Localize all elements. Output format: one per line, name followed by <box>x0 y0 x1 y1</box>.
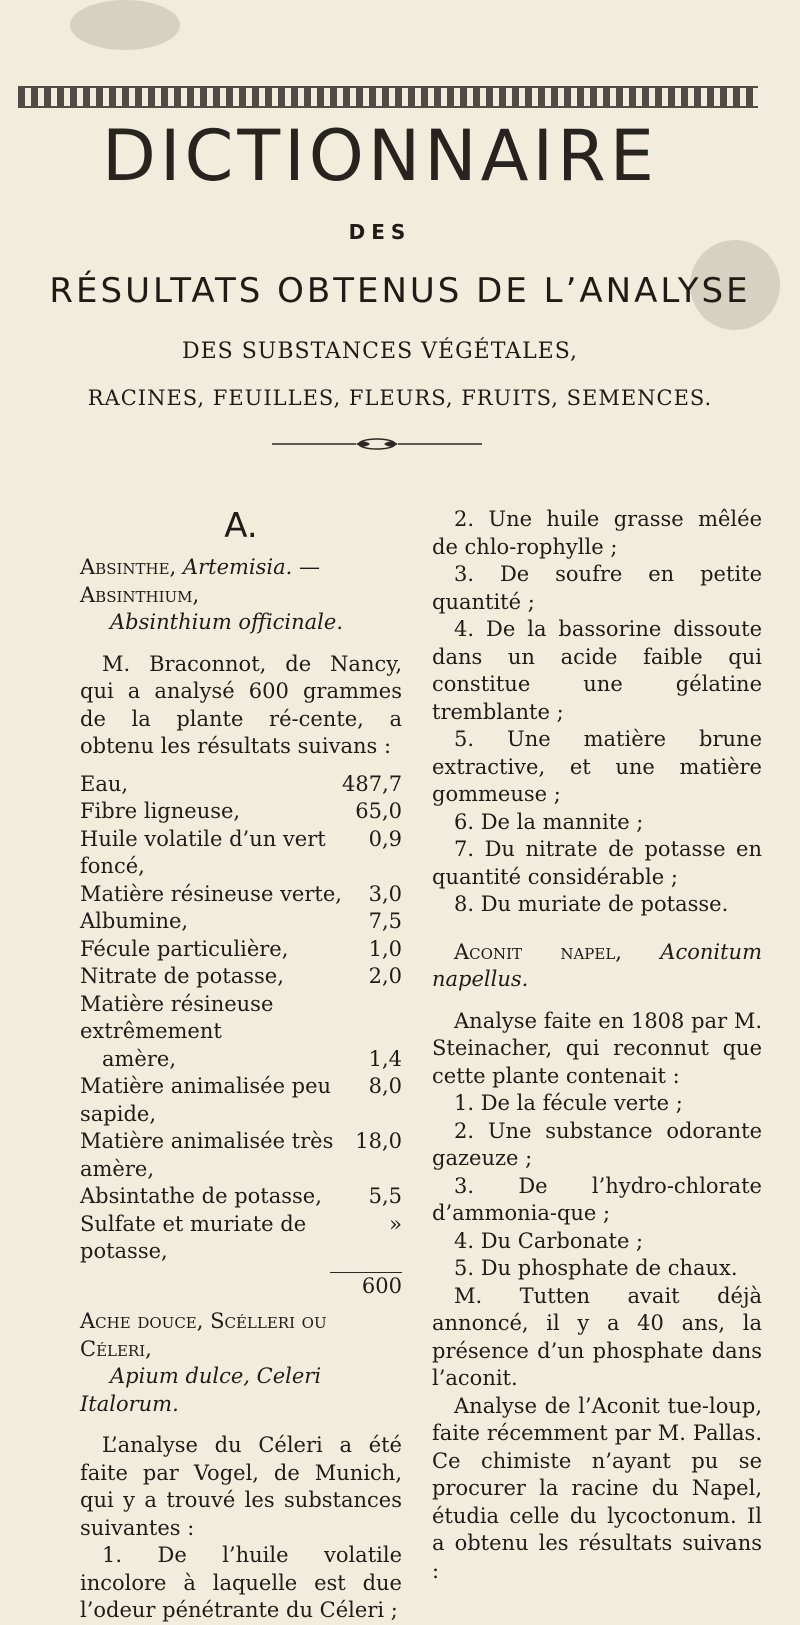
title-results: RÉSULTATS OBTENUS DE L’ANALYSE <box>49 271 751 311</box>
list-item: 8. Du muriate de potasse. <box>454 892 729 916</box>
table-row: Matière résineuse verte, 3,0 <box>80 881 402 906</box>
absinthe-intro: M. Braconnot, de Nancy, qui a analysé 600 grammes de la plante ré-cente, a obtenu les résultats suivans : <box>80 651 402 758</box>
entry-name: Aconit napel, <box>454 939 622 964</box>
entry-latin: Artemisia. <box>182 555 293 579</box>
aconit-intro: Analyse faite en 1808 par M. Steinacher, qui reconnut que cette plante contenait : <box>432 1008 762 1088</box>
table-row: Fibre ligneuse, 65,0 <box>80 799 402 823</box>
tutten-paragraph: M. Tutten avait déjà annoncé, il y a 40 ans, la présence d’un phosphate dans l’aconit. <box>432 1283 762 1390</box>
list-item: 5. Une matière brune extractive, et une matière gommeuse ; <box>432 727 762 806</box>
list-item: 7. Du nitrate de potasse en quantité considérable ; <box>432 837 762 889</box>
table-row: Eau, 487,7 <box>80 771 403 796</box>
entry-name: Ache douce, Scélleri ou Céleri, <box>80 1309 327 1361</box>
entry-aconit-heading <box>432 939 762 994</box>
table-row: amère, 1,4 <box>102 1046 402 1071</box>
entry-absinthe-heading <box>80 554 402 637</box>
list-item: 6. De la mannite ; <box>454 809 644 834</box>
list-item: 3. De soufre en petite quantité ; <box>432 562 762 614</box>
page-title: DICTIONNAIRE <box>101 115 659 197</box>
list-item: 4. De la bassorine dissoute dans un acide faible qui constitue une gélatine tremblante ; <box>432 617 762 724</box>
left-column <box>80 506 402 1625</box>
list-item: 5. Du phosphate de chaux. <box>454 1256 738 1280</box>
ache-item-1: 1. De l’huile volatile incolore à laquelle est due l’odeur pénétrante du Céleri ; <box>80 1543 402 1622</box>
paper-stain <box>70 0 180 50</box>
entry-latin: Aconitum napellus. <box>432 939 762 991</box>
pallas-paragraph: Analyse de l’Aconit tue-loup, faite récemment par M. Pallas. Ce chimiste n’ayant pu se procurer la racine du Napel, étudia celle du lycoctonum. Il a obtenu les résultats suivans : <box>432 1393 762 1583</box>
total-value: 600 <box>361 1273 402 1298</box>
table-row: Absintathe de potasse, 5,5 <box>80 1184 402 1208</box>
ache-intro: L’analyse du Céleri a été faite par Vogel, de Munich, qui y a trouvé les substances suivantes : <box>80 1433 402 1540</box>
table-row: Matière animalisée peu sapide, 8,0 <box>80 1074 402 1126</box>
entry-latin-alt: Absinthium officinale. <box>110 610 343 634</box>
dash: — <box>299 555 320 579</box>
entry-name: Absinthe, <box>80 555 177 579</box>
title-parts: RACINES, FEUILLES, FLEURS, FRUITS, SEMENCES. <box>87 386 713 410</box>
section-letter: A. <box>224 506 258 546</box>
ornament-divider-icon <box>272 437 482 451</box>
table-row: Albumine, 7,5 <box>80 909 402 933</box>
composition-table <box>80 771 402 1301</box>
list-item: 2. Une substance odorante gazeuze ; <box>432 1118 762 1170</box>
total-row <box>80 1273 402 1301</box>
list-item: 2. Une huile grasse mêlée de chlo-rophylle ; <box>432 507 762 559</box>
table-row: Huile volatile d’un vert foncé, 0,9 <box>80 826 402 878</box>
list-item: 1. De la fécule verte ; <box>454 1091 683 1115</box>
table-row: Matière animalisée très amère, 18,0 <box>80 1129 402 1181</box>
title-des: DES <box>348 220 412 244</box>
ornamental-border <box>18 86 758 108</box>
entry-latin: Apium dulce, Celeri Italorum. <box>80 1364 322 1416</box>
list-item: 3. De l’hydro-chlorate d’ammonia-que ; <box>432 1173 762 1225</box>
entry-ache-heading <box>80 1308 402 1418</box>
entry-name-alt: Absinthium, <box>80 582 200 607</box>
table-row: Matière résineuse extrêmement <box>80 991 274 1043</box>
table-row: Nitrate de potasse, 2,0 <box>80 964 402 988</box>
list-item: 4. Du Carbonate ; <box>454 1228 644 1253</box>
table-row: Fécule particulière, 1,0 <box>80 936 402 961</box>
right-column <box>432 506 762 1585</box>
table-row: Sulfate et muriate de potasse, » <box>80 1211 402 1263</box>
title-substances: DES SUBSTANCES VÉGÉTALES, <box>181 339 579 364</box>
